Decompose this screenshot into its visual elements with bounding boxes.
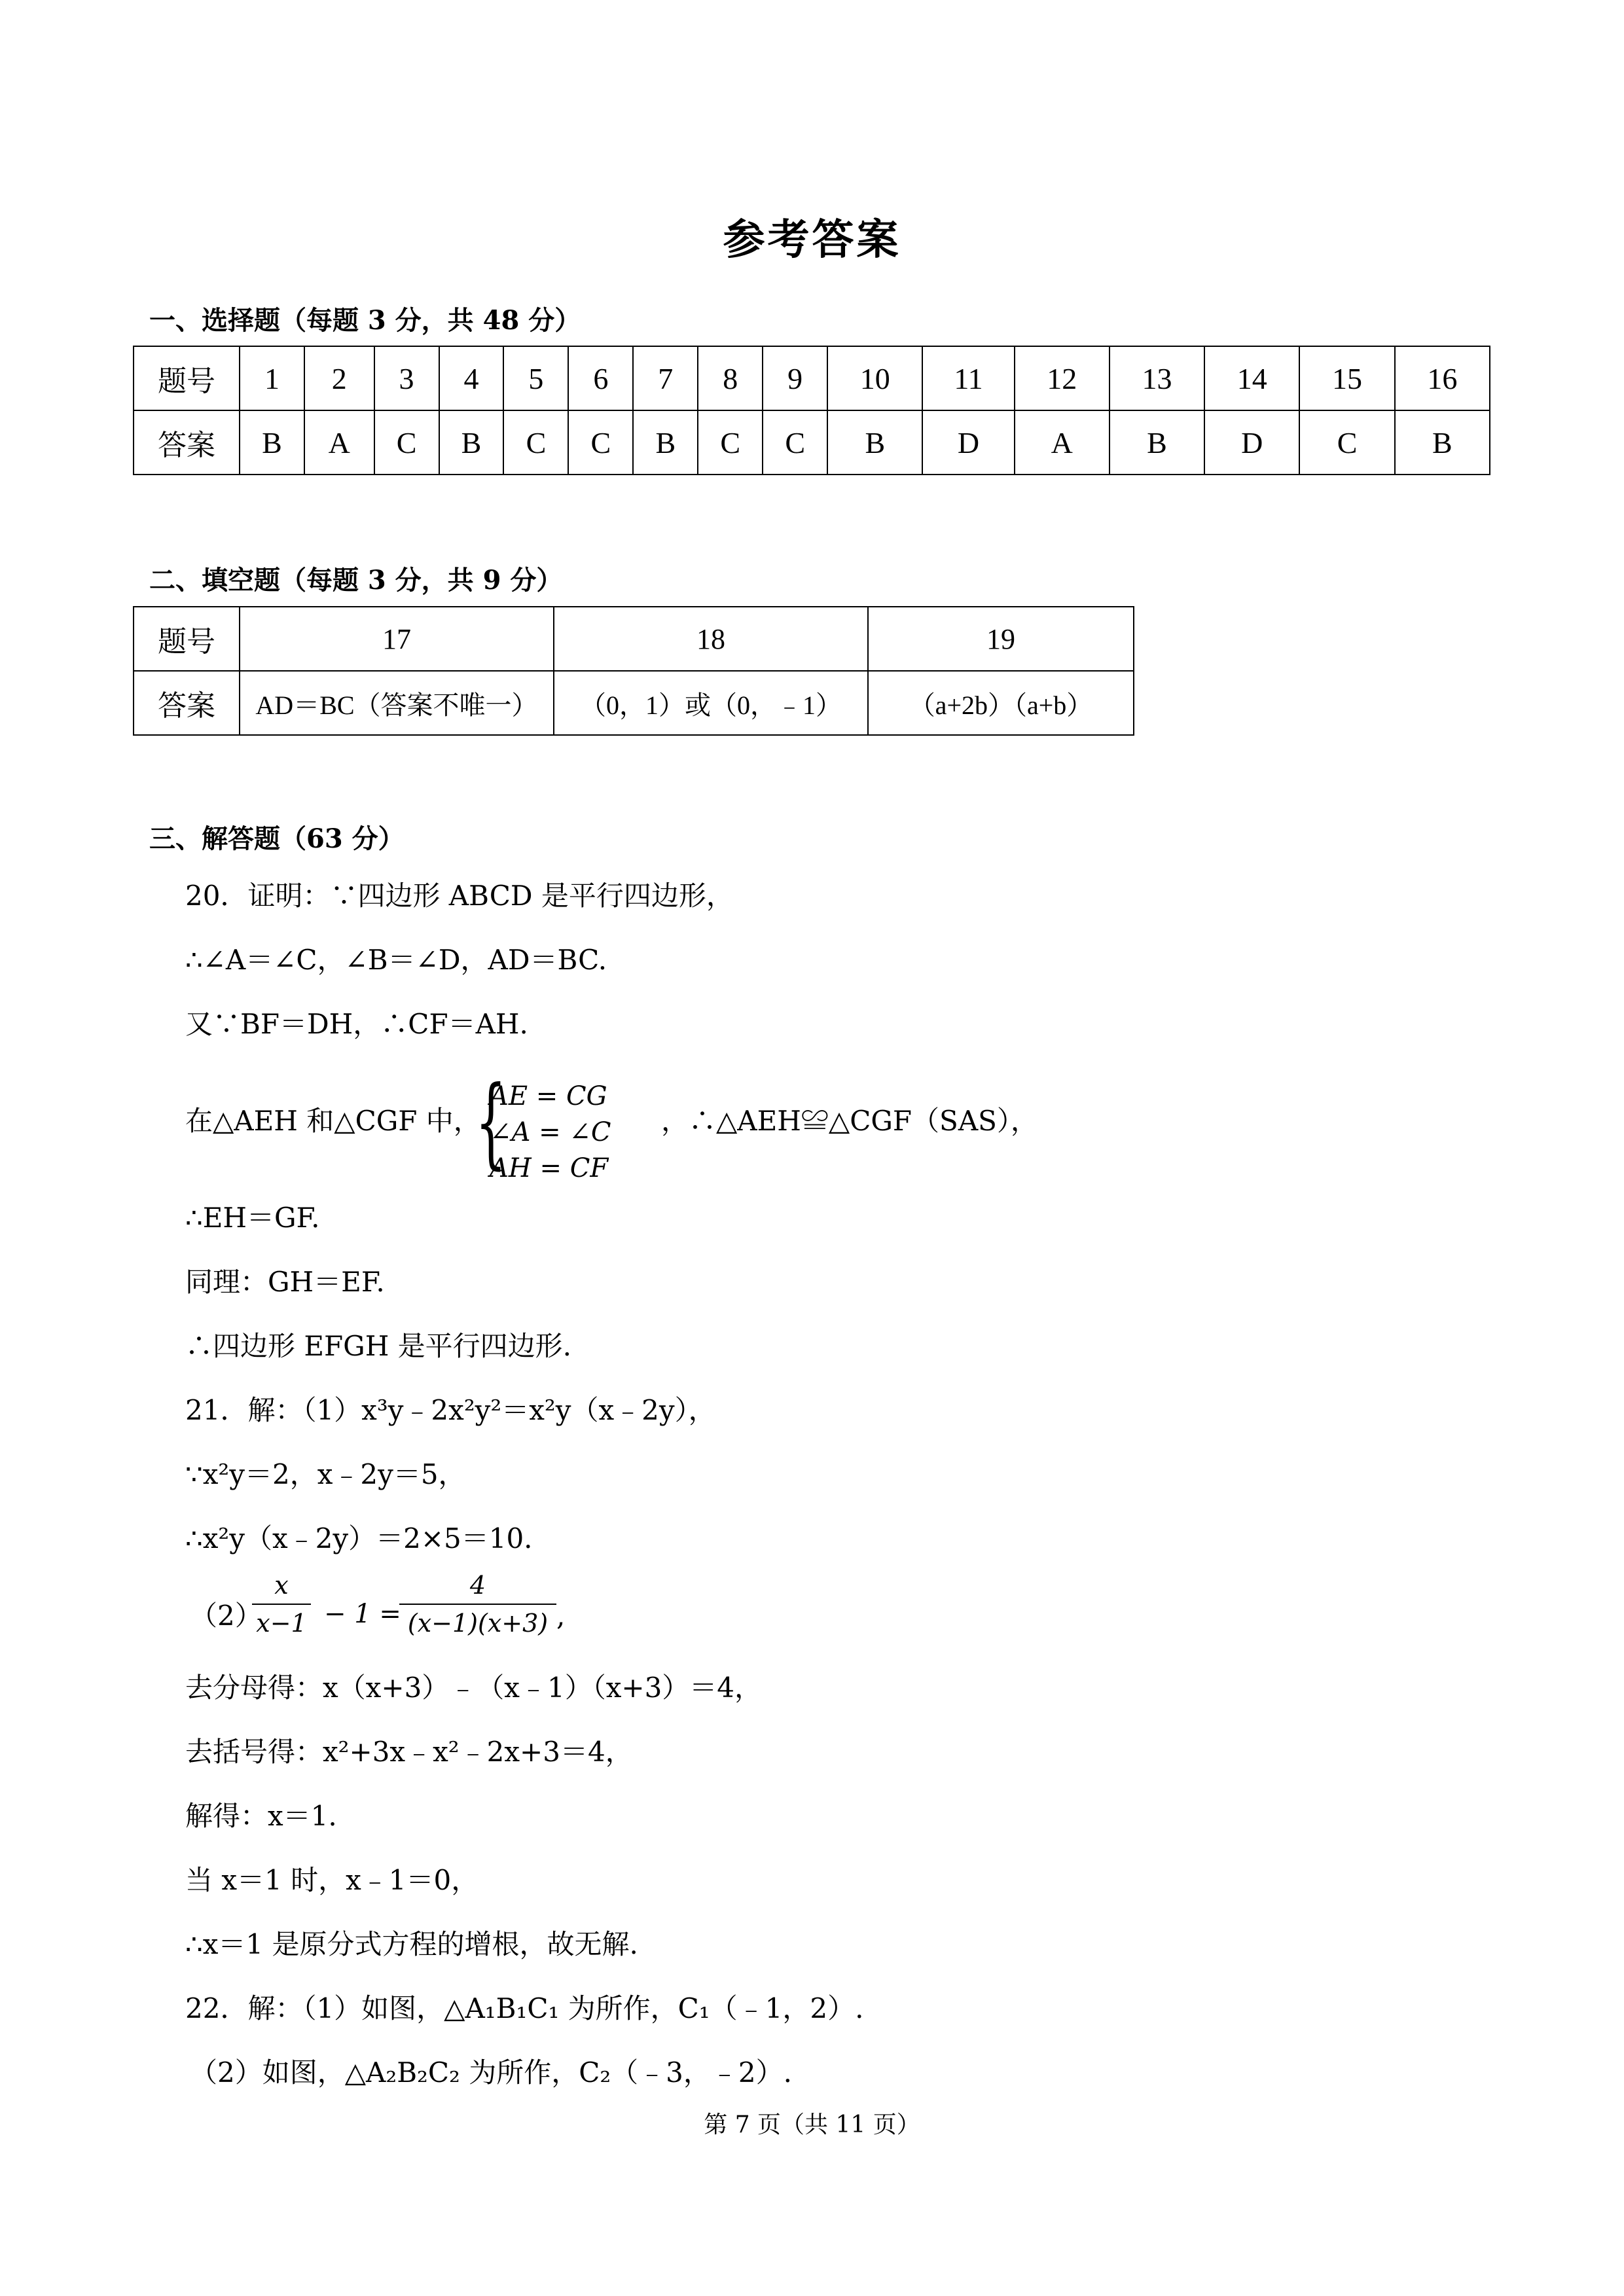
answer-cell: C	[763, 410, 827, 475]
question-number: 5	[503, 346, 568, 410]
fraction-denominator: x−1	[256, 1609, 307, 1638]
solution-line: ∴∠A＝∠C，∠B＝∠D，AD＝BC.	[185, 944, 607, 976]
question-number: 16	[1395, 346, 1490, 410]
choice-answer-table	[133, 346, 1490, 475]
section-heading-choice: 一、选择题（每题 3 分，共 48 分）	[149, 305, 581, 336]
table-row	[134, 410, 1490, 475]
row-label: 答案	[134, 410, 240, 475]
answer-cell: B	[1395, 410, 1490, 475]
equation-text: ,	[556, 1600, 566, 1632]
solution-line: ∴x＝1 是原分式方程的增根，故无解.	[185, 1928, 638, 1960]
question-number: 11	[922, 346, 1014, 410]
solution-line: （2）如图，△A₂B₂C₂ 为所作，C₂（﹣3，﹣2）.	[190, 2056, 792, 2089]
fraction-denominator: (x−1)(x+3)	[407, 1609, 549, 1638]
row-label: 题号	[134, 346, 240, 410]
solution-line: 去分母得：x（x+3）﹣（x﹣1）（x+3）＝4，	[185, 1672, 763, 1704]
question-number: 13	[1110, 346, 1204, 410]
answer-cell: B	[1110, 410, 1204, 475]
solution-line: 20．证明：∵四边形 ABCD 是平行四边形，	[185, 880, 734, 912]
question-number: 19	[868, 607, 1134, 671]
fraction-bar	[252, 1604, 311, 1605]
question-number: 1	[240, 346, 304, 410]
row-label: 题号	[134, 607, 240, 671]
question-number: 10	[827, 346, 922, 410]
question-number: 18	[554, 607, 868, 671]
question-number: 14	[1204, 346, 1299, 410]
question-number: 2	[304, 346, 374, 410]
solution-line: （2）	[190, 1600, 262, 1632]
table-row	[134, 607, 1134, 671]
solution-line: 去括号得：x²+3x﹣x²﹣2x+3＝4，	[185, 1736, 633, 1768]
answer-cell: B	[633, 410, 698, 475]
solution-line: 在△AEH 和△CGF 中，	[185, 1105, 481, 1137]
question-number: 15	[1299, 346, 1394, 410]
answer-cell: C	[374, 410, 439, 475]
system-equation: AE = CG	[490, 1081, 607, 1111]
fraction-numerator: 4	[469, 1571, 486, 1600]
answer-cell: AD＝BC（答案不唯一）	[240, 671, 554, 735]
answer-cell: A	[304, 410, 374, 475]
solution-line: 21．解：（1）x³y﹣2x²y²＝x²y（x﹣2y），	[185, 1394, 716, 1426]
fraction-bar	[399, 1604, 556, 1605]
answer-cell: （0，1）或（0，﹣1）	[554, 671, 868, 735]
answer-cell: C	[698, 410, 763, 475]
answer-cell: D	[922, 410, 1014, 475]
answer-cell: D	[1204, 410, 1299, 475]
solution-line: 又∵BF＝DH，∴CF＝AH.	[185, 1008, 528, 1040]
question-number: 3	[374, 346, 439, 410]
solution-line: ∴x²y（x﹣2y）＝2×5＝10.	[185, 1522, 533, 1554]
equation-system	[490, 1079, 611, 1187]
answer-cell: A	[1015, 410, 1110, 475]
solution-line: ∴四边形 EFGH 是平行四边形.	[185, 1330, 572, 1362]
fraction	[252, 1571, 311, 1638]
question-number: 17	[240, 607, 554, 671]
system-brace: {	[475, 1066, 507, 1179]
section-heading-fill: 二、填空题（每题 3 分，共 9 分）	[149, 565, 563, 596]
fraction	[399, 1571, 556, 1638]
solution-line: ，∴△AEH≌△CGF（SAS），	[661, 1105, 1038, 1137]
answer-cell: B	[439, 410, 504, 475]
page-title: 参考答案	[723, 215, 901, 264]
question-number: 6	[568, 346, 633, 410]
answer-cell: （a+2b）（a+b）	[868, 671, 1134, 735]
solution-line: 当 x＝1 时，x﹣1＝0，	[185, 1864, 479, 1896]
solution-line: 同理：GH＝EF.	[185, 1266, 385, 1298]
row-label: 答案	[134, 671, 240, 735]
fraction-numerator: x	[274, 1571, 289, 1600]
section-heading-solve: 三、解答题（63 分）	[149, 823, 405, 854]
equation-text: − 1 =	[324, 1599, 401, 1629]
system-equation: ∠A = ∠C	[490, 1117, 611, 1147]
solution-line: ∴EH＝GF.	[185, 1202, 320, 1234]
question-number: 7	[633, 346, 698, 410]
answer-cell: B	[240, 410, 304, 475]
solution-line: 22．解：（1）如图，△A₁B₁C₁ 为所作，C₁（﹣1，2）.	[185, 1992, 864, 2024]
answer-cell: C	[568, 410, 633, 475]
question-number: 4	[439, 346, 504, 410]
answer-cell: C	[503, 410, 568, 475]
table-row	[134, 346, 1490, 410]
answer-cell: B	[827, 410, 922, 475]
solution-line: 解得：x＝1.	[185, 1800, 337, 1832]
table-row	[134, 671, 1134, 735]
system-equation: AH = CF	[490, 1153, 609, 1183]
question-number: 12	[1015, 346, 1110, 410]
answer-cell: C	[1299, 410, 1394, 475]
fill-answer-table	[133, 606, 1134, 736]
page-footer: 第 7 页（共 11 页）	[704, 2111, 920, 2138]
question-number: 8	[698, 346, 763, 410]
question-number: 9	[763, 346, 827, 410]
solution-line: ∵x²y＝2，x﹣2y＝5，	[185, 1458, 466, 1490]
